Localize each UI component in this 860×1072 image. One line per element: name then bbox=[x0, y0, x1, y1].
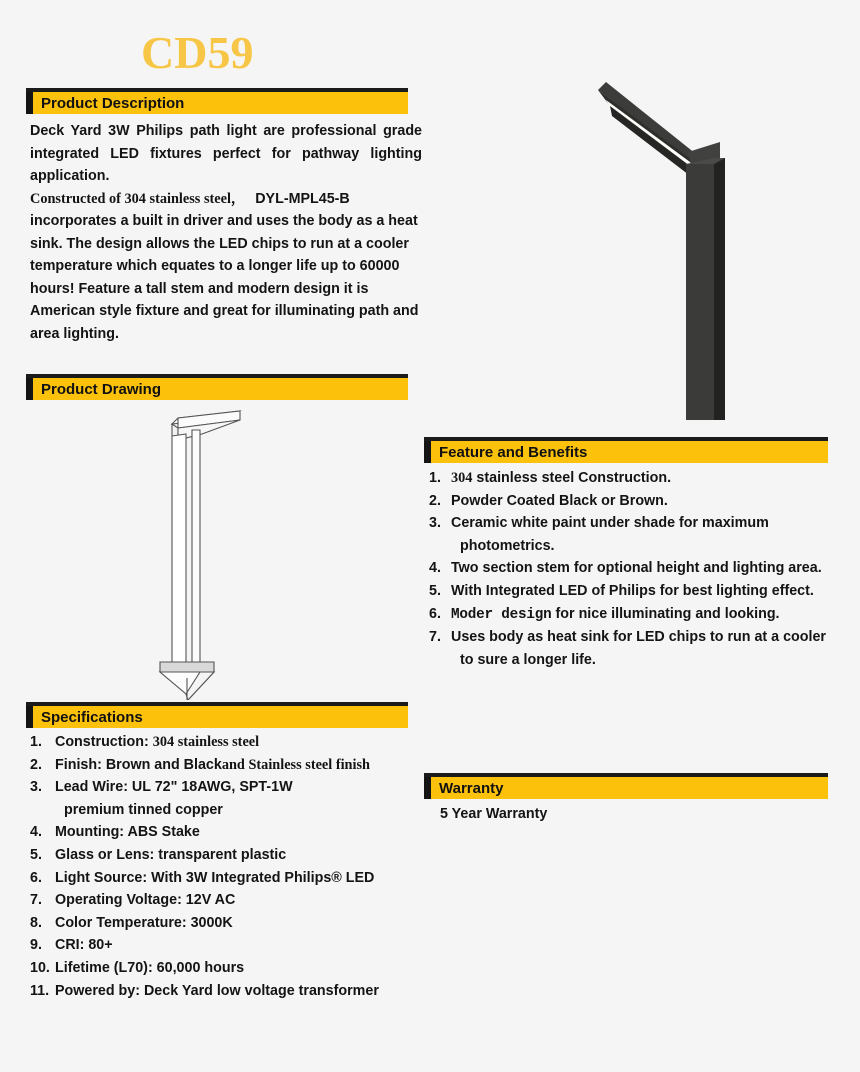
section-title-product-drawing: Product Drawing bbox=[41, 380, 162, 398]
section-title-specifications: Specifications bbox=[41, 708, 143, 726]
section-header-bar bbox=[26, 378, 408, 400]
table-row bbox=[30, 844, 430, 867]
list-item bbox=[429, 626, 829, 671]
item-number: 7. bbox=[30, 892, 42, 909]
item-label: Mounting: ABS Stake bbox=[55, 824, 200, 841]
item-label: Construction: bbox=[55, 734, 153, 750]
item-label: Light Source: With 3W Integrated Philips® LED bbox=[55, 869, 375, 886]
item-text: stainless steel Construction. bbox=[472, 470, 672, 486]
section-header-bar bbox=[424, 777, 828, 799]
feature-and-benefits-list bbox=[429, 467, 829, 671]
section-header-specifications bbox=[26, 702, 408, 728]
item-number: 1. bbox=[30, 734, 42, 750]
table-row bbox=[30, 754, 430, 777]
item-label: Powered by: Deck Yard low voltage transformer bbox=[55, 982, 379, 999]
item-label: Operating Voltage: 12V AC bbox=[55, 892, 236, 909]
item-label: CRI: 80+ bbox=[55, 937, 113, 954]
product-description-text bbox=[30, 120, 422, 345]
description-model-number: DYL-MPL45-B bbox=[255, 190, 350, 207]
section-title-warranty: Warranty bbox=[439, 779, 504, 797]
section-title-product-description: Product Description bbox=[41, 94, 185, 112]
item-value: 304 stainless steel bbox=[152, 734, 260, 750]
table-row bbox=[30, 889, 430, 912]
item-mono-lead: Moder design bbox=[451, 606, 552, 623]
post-right-face bbox=[714, 158, 725, 420]
list-item bbox=[429, 490, 829, 513]
list-item bbox=[429, 603, 829, 627]
section-header-warranty bbox=[424, 773, 828, 799]
item-number: 1. bbox=[429, 470, 441, 486]
drawing-stem-right bbox=[192, 430, 200, 665]
item-number: 10. bbox=[30, 959, 50, 976]
item-number: 4. bbox=[30, 824, 42, 841]
section-title-feature-and-benefits: Feature and Benefits bbox=[439, 443, 588, 461]
description-constructed-line: Constructed of 304 stainless steel， bbox=[30, 190, 246, 207]
item-text-wrap: to sure a longer life. bbox=[460, 651, 596, 668]
product-line-drawing bbox=[130, 400, 300, 700]
item-value: and Stainless steel finish bbox=[221, 756, 370, 773]
page-title: CD59 bbox=[141, 27, 254, 78]
item-number: 2. bbox=[30, 756, 42, 773]
item-text: Uses body as heat sink for LED chips to run at a cooler bbox=[451, 629, 826, 646]
description-paragraph-2 bbox=[30, 188, 422, 346]
product-photo-svg bbox=[560, 60, 790, 420]
led-highlight bbox=[609, 103, 691, 166]
list-item bbox=[429, 467, 829, 490]
table-row bbox=[30, 912, 430, 935]
item-number: 7. bbox=[429, 629, 441, 646]
item-number: 5. bbox=[429, 582, 441, 599]
section-header-bar bbox=[26, 706, 408, 728]
item-label: Color Temperature: 3000K bbox=[55, 914, 233, 931]
item-text: Ceramic white paint under shade for maximum bbox=[451, 515, 769, 532]
drawing-stake-collar bbox=[160, 662, 214, 672]
table-row bbox=[30, 934, 430, 957]
item-number: 6. bbox=[429, 605, 441, 622]
item-number: 5. bbox=[30, 846, 42, 863]
specifications-list bbox=[30, 731, 430, 1002]
item-label: Glass or Lens: transparent plastic bbox=[55, 846, 287, 863]
item-number: 9. bbox=[30, 937, 42, 954]
warranty-text: 5 Year Warranty bbox=[440, 806, 548, 822]
item-text-wrap: photometrics. bbox=[460, 537, 555, 554]
section-header-bar bbox=[424, 441, 828, 463]
item-label: Lead Wire: UL 72" 18AWG, SPT-1W bbox=[55, 779, 293, 796]
section-header-bar bbox=[26, 92, 408, 114]
item-label: Lifetime (L70): 60,000 hours bbox=[55, 959, 245, 976]
item-number: 2. bbox=[429, 492, 441, 509]
item-number: 11. bbox=[30, 982, 50, 999]
item-text: for nice illuminating and looking. bbox=[551, 605, 780, 622]
drawing-stem-left bbox=[172, 434, 186, 665]
list-item bbox=[429, 512, 829, 557]
item-number: 4. bbox=[429, 560, 441, 577]
item-label: Finish: Brown and Black bbox=[55, 756, 222, 773]
item-text-wrap: premium tinned copper bbox=[64, 801, 223, 818]
head-top-face bbox=[598, 82, 696, 164]
section-header-feature-and-benefits bbox=[424, 437, 828, 463]
table-row bbox=[30, 980, 430, 1003]
table-row bbox=[30, 731, 430, 754]
section-header-product-drawing bbox=[26, 374, 408, 400]
list-item bbox=[429, 580, 829, 603]
item-text: Powder Coated Black or Brown. bbox=[451, 492, 668, 509]
product-drawing-svg bbox=[130, 400, 300, 700]
table-row bbox=[30, 957, 430, 980]
product-photo bbox=[560, 60, 790, 420]
item-text: Two section stem for optional height and lighting area. bbox=[451, 560, 822, 577]
item-number: 3. bbox=[30, 779, 42, 796]
item-number: 6. bbox=[30, 869, 42, 886]
table-row bbox=[30, 821, 430, 844]
post-left-face bbox=[686, 164, 714, 420]
description-paragraph-1: Deck Yard 3W Philips path light are professional grade integrated LED fixtures perfect for pathway lighting application. bbox=[30, 123, 422, 184]
table-row bbox=[30, 867, 430, 890]
item-text: With Integrated LED of Philips for best lighting effect. bbox=[451, 582, 814, 599]
item-serif-lead: 304 bbox=[451, 470, 473, 486]
list-item bbox=[429, 557, 829, 580]
description-paragraph-2-rest: incorporates a built in driver and uses the body as a heat sink. The design allows the LED chips to run at a cooler temperature which equates to a longer life up to 60000 hours! Feature a tall stem and modern design it is American style fixture and great for illuminating path and area lighting. bbox=[30, 213, 419, 342]
item-number: 8. bbox=[30, 914, 42, 931]
table-row bbox=[30, 776, 430, 821]
section-header-product-description bbox=[26, 88, 408, 114]
item-number: 3. bbox=[429, 515, 441, 532]
